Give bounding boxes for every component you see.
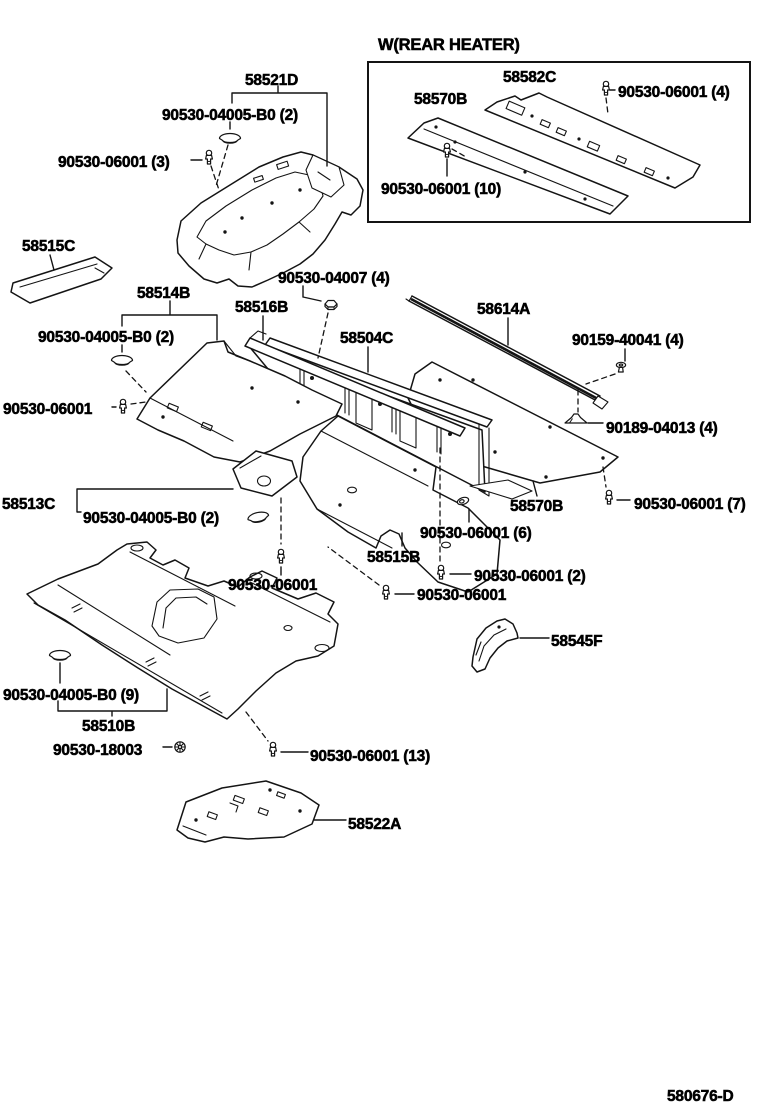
label-58515c: 58515C [22,238,76,255]
label-58514b: 58514B [137,285,191,302]
label-58545f: 58545F [551,633,603,650]
push-bolt-icon [270,742,277,756]
label-90530-04005-x9: 90530-04005-B0 (9) [3,687,139,704]
label-90530-06001-mid-left: 90530-06001 [228,577,318,594]
part-58521d-drawing [177,152,363,287]
label-90530-06001-mid-right: 90530-06001 [417,587,507,604]
label-90530-06001-x2: 90530-06001 (2) [474,568,586,585]
round-rivet-icon [616,362,625,372]
label-58513c: 58513C [2,496,56,513]
label-58516b: 58516B [235,299,289,316]
grommet-cap-icon [50,651,71,661]
label-58515b: 58515B [367,549,421,566]
grommet-cap-icon [247,510,270,524]
push-bolt-icon [383,585,390,599]
hex-nut-icon [325,301,337,310]
grommet-cap-icon [220,134,241,144]
label-58570b-heater: 58570B [414,91,468,108]
part-58515c-drawing [11,257,112,303]
push-bolt-icon [206,150,213,164]
label-90530-06001-x10: 90530-06001 (10) [381,181,502,198]
drawing-number: 580676-D [667,1088,734,1105]
label-90530-04005-x2-left: 90530-04005-B0 (2) [38,329,174,346]
label-58510b: 58510B [82,718,136,735]
label-90530-06001-x13: 90530-06001 (13) [310,748,431,765]
label-58522a: 58522A [348,816,402,833]
label-58521d: 58521D [245,72,299,89]
label-90159-40041-x4: 90159-40041 (4) [572,332,684,349]
label-90530-06001-x7: 90530-06001 (7) [634,496,746,513]
label-58570b-main: 58570B [510,498,564,515]
label-90530-04005-x2-top: 90530-04005-B0 (2) [162,107,298,124]
retainer-clip-icon [456,496,469,506]
label-90530-06001-left: 90530-06001 [3,401,93,418]
label-58582c: 58582C [503,69,557,86]
label-58614a: 58614A [477,301,531,318]
flat-rivet-icon [565,414,587,423]
part-58522a-drawing [177,781,319,842]
part-58545f-drawing [472,619,518,672]
phillips-screw-icon [175,742,185,752]
grommet-cap-icon [112,356,133,366]
label-90530-06001-x3: 90530-06001 (3) [58,154,170,171]
label-90530-04005-x2-mid: 90530-04005-B0 (2) [83,510,219,527]
push-bolt-icon [120,399,127,413]
push-bolt-icon [444,143,451,157]
label-90530-06001-x4: 90530-06001 (4) [618,84,730,101]
push-bolt-icon [278,549,285,563]
label-58504c: 58504C [340,330,394,347]
label-90530-06001-x6: 90530-06001 (6) [420,525,532,542]
label-90189-04013-x4: 90189-04013 (4) [606,420,718,437]
rear-heater-note-label: W(REAR HEATER) [378,36,520,54]
push-bolt-icon [603,81,610,95]
label-90530-18003: 90530-18003 [53,742,143,759]
label-90530-04007-x4: 90530-04007 (4) [278,270,390,287]
push-bolt-icon [606,490,613,504]
